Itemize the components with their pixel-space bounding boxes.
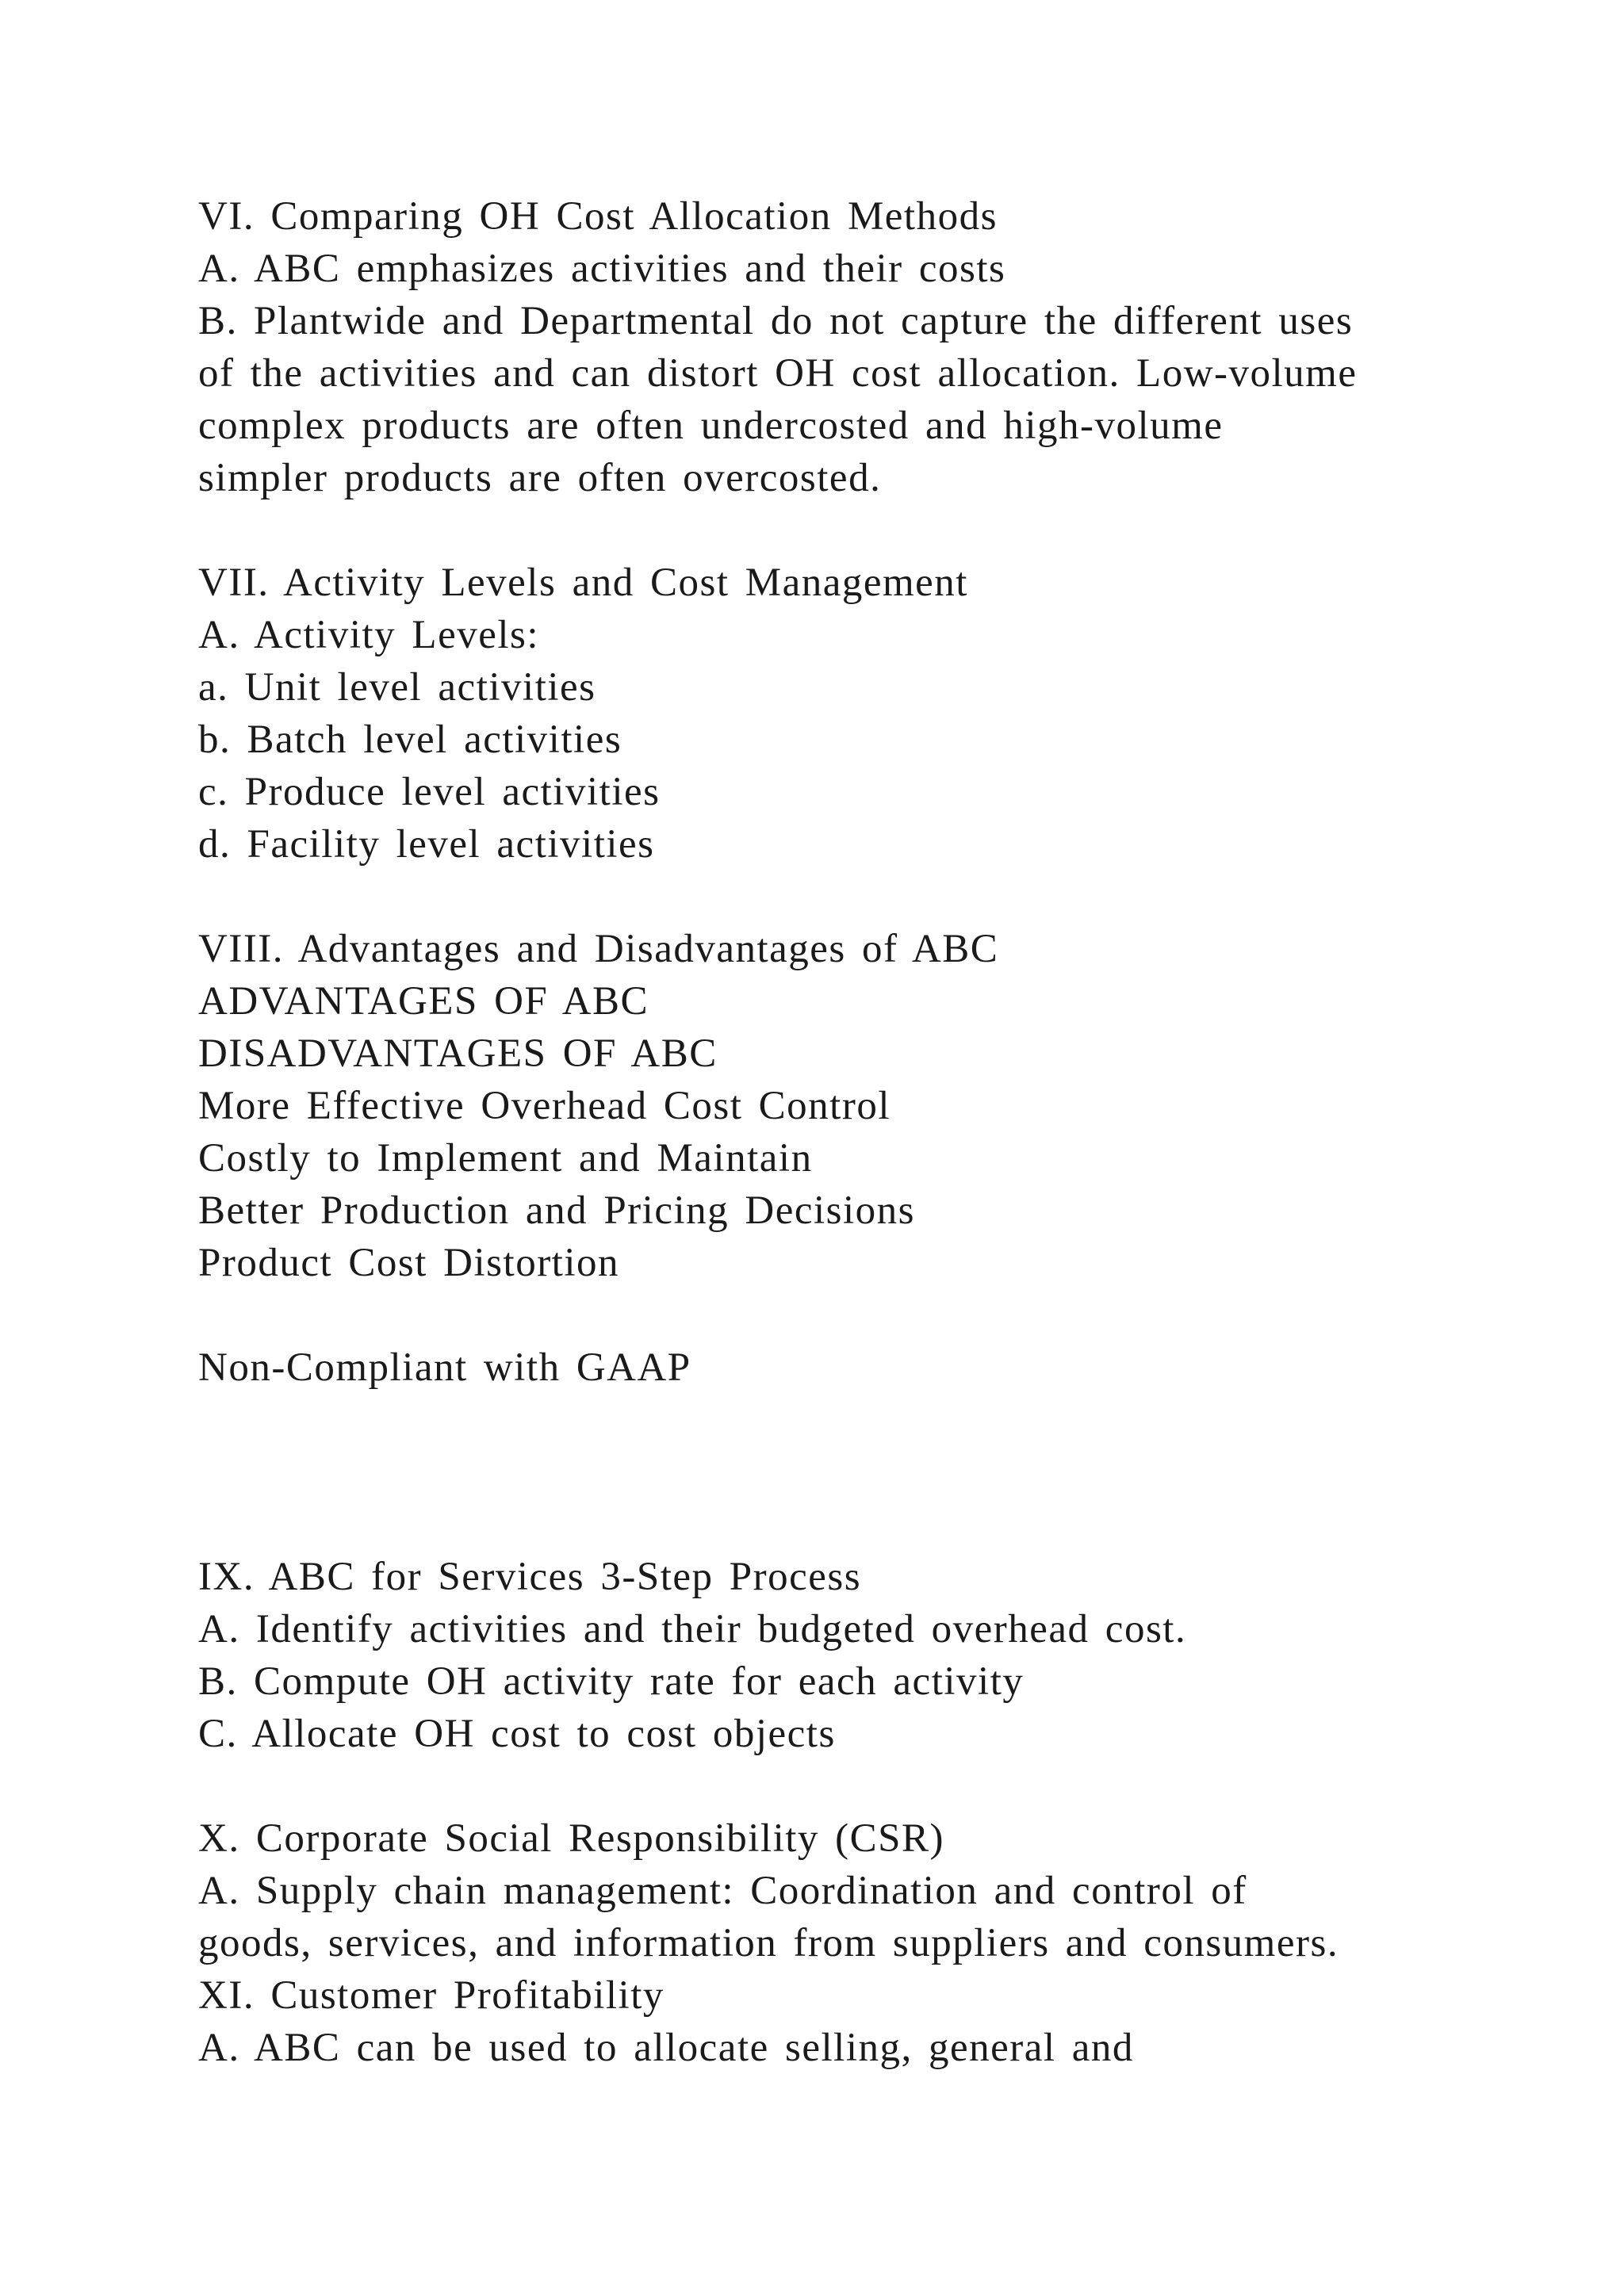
section-x-heading: X. Corporate Social Responsibility (CSR) bbox=[198, 1816, 945, 1861]
section-xi-item-a: A. ABC can be used to allocate selling, general and bbox=[198, 2026, 1134, 2070]
activity-level-item: a. Unit level activities bbox=[198, 665, 596, 710]
activity-level-item: c. Produce level activities bbox=[198, 770, 661, 814]
disadvantages-header: DISADVANTAGES OF ABC bbox=[198, 1031, 718, 1076]
section-vi-item-a: A. ABC emphasizes activities and their costs bbox=[198, 247, 1006, 291]
section-vii-heading: VII. Activity Levels and Cost Management bbox=[198, 561, 968, 605]
section-xi-heading: XI. Customer Profitability bbox=[198, 1973, 665, 2018]
abc-comparison-row: Product Cost Distortion bbox=[198, 1241, 620, 1285]
section-vi-heading: VI. Comparing OH Cost Allocation Methods bbox=[198, 194, 998, 239]
abc-comparison-row: Better Production and Pricing Decisions bbox=[198, 1188, 916, 1233]
section-vi-item-b-line: B. Plantwide and Departmental do not capture the different uses bbox=[198, 299, 1354, 343]
section-x-item-a-line: A. Supply chain management: Coordination and control of bbox=[198, 1869, 1247, 1913]
section-vi-item-b-line: simpler products are often overcosted. bbox=[198, 456, 882, 500]
section-viii-heading: VIII. Advantages and Disadvantages of ABC bbox=[198, 927, 999, 971]
blank-line bbox=[198, 1394, 1507, 1446]
section-vi-item-b-line: complex products are often undercosted and high-volume bbox=[198, 404, 1224, 448]
abc-comparison-row: Costly to Implement and Maintain bbox=[198, 1136, 813, 1181]
advantages-header: ADVANTAGES OF ABC bbox=[198, 979, 649, 1024]
document-body bbox=[198, 190, 1507, 2074]
process-step: C. Allocate OH cost to cost objects bbox=[198, 1712, 836, 1756]
section-ix-heading: IX. ABC for Services 3-Step Process bbox=[198, 1555, 862, 1599]
process-step: B. Compute OH activity rate for each activity bbox=[198, 1659, 1025, 1704]
blank-line bbox=[198, 871, 1507, 923]
blank-line bbox=[198, 1760, 1507, 1812]
process-step: A. Identify activities and their budgeted overhead cost. bbox=[198, 1607, 1187, 1651]
section-x-item-a-line: goods, services, and information from suppliers and consumers. bbox=[198, 1921, 1339, 1965]
blank-line bbox=[198, 504, 1507, 557]
activity-level-item: b. Batch level activities bbox=[198, 718, 622, 762]
blank-line bbox=[198, 1289, 1507, 1341]
abc-comparison-row: More Effective Overhead Cost Control bbox=[198, 1084, 891, 1128]
blank-line bbox=[198, 1498, 1507, 1551]
section-vi-item-b-line: of the activities and can distort OH cost allocation. Low-volume bbox=[198, 351, 1358, 396]
section-vii-item-a: A. Activity Levels: bbox=[198, 613, 540, 657]
blank-line bbox=[198, 1446, 1507, 1498]
gaap-line: Non-Compliant with GAAP bbox=[198, 1345, 691, 1390]
activity-level-item: d. Facility level activities bbox=[198, 822, 655, 867]
